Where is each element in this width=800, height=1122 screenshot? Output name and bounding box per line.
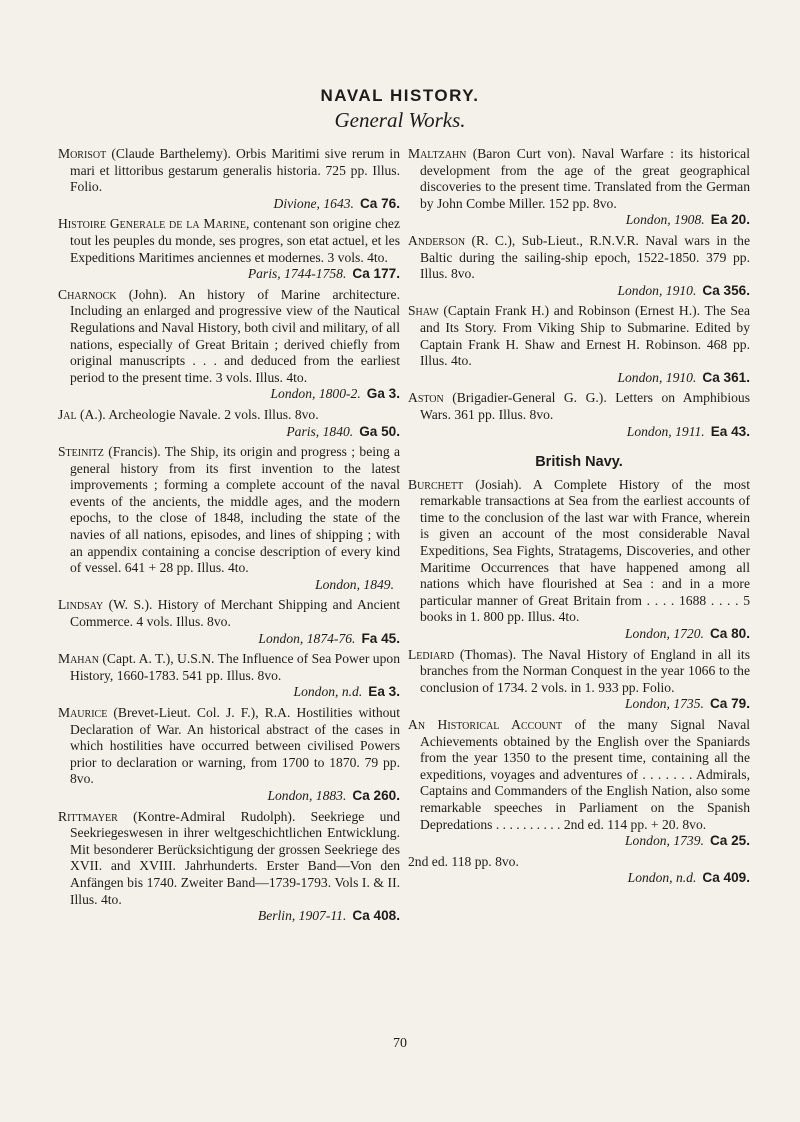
entry-description: 2nd ed. 118 pp. 8vo.	[408, 853, 519, 869]
entry-shelf-mark: Ca 76.	[359, 195, 400, 211]
entry-imprint	[420, 626, 750, 643]
entry-imprint	[420, 212, 750, 229]
entry-description: (John). An history of Marine architecture. Including an enlarged and progressive view of the Nautical Regulations and Naval History, both civil and military, of all nations, especially of Great Britain ; derived chiefly from original manuscripts . . . and deduced from the earliest period to the present time. 3 vols. Illus. 4to.	[70, 286, 400, 385]
entry-place-date: Paris, 1840.	[286, 423, 354, 439]
catalog-entry	[408, 233, 750, 299]
entry-imprint	[420, 370, 750, 387]
left-column	[58, 146, 400, 929]
entry-author: Morisot	[58, 146, 107, 161]
page-number: 70	[393, 1036, 407, 1051]
entry-place-date: London, 1908.	[625, 212, 705, 228]
entry-shelf-mark: Ca 79.	[709, 696, 750, 712]
entry-author: Steinitz	[58, 444, 104, 460]
entry-place-date: Divione, 1643.	[273, 195, 354, 211]
entry-imprint	[70, 908, 400, 925]
entry-author: Aston	[408, 390, 444, 406]
entry-description: contenant son origine chez tout les peuples du monde, ses progres, son etat actuel, et les Expeditions Maritimes anciennes et modernes. 3 vols. 4to.	[70, 216, 400, 265]
page-header: NAVAL HISTORY.	[320, 86, 480, 105]
entry-author: Rittmayer	[58, 808, 118, 824]
entry-description: of the many Signal Naval Achievements obtained by the English over the Spaniards from the year 1350 to the present time, containing all the expeditions, voyages and adventures of . . . . . . . Admirals, Captains and Commanders of the English Nation, also some remarkable speeches in Parliament on the Spanish Depredations . . . . . . . . . . 2nd ed. 114 pp. + 20. 8vo.	[420, 717, 751, 832]
entry-description: (Brevet-Lieut. Col. J. F.), R.A. Hostilities without Declaration of War. An historical abstract of the cases in which hostilities have occurred between civilised Powers prior to declaration or warning, from 1700 to 1870. 79 pp. 8vo.	[70, 705, 400, 787]
entry-imprint	[420, 696, 750, 713]
entry-description: (Thomas). The Naval History of England in all its branches from the Norman Conquest in the year 1066 to the conclusion of 1734. 2 vols. in 1. 933 pp. Folio.	[420, 646, 750, 695]
entry-description: (Josiah). A Complete History of the most remarkable transactions at Sea from the earliest accounts of time to the conclusion of the last war with France, wherein is given an account of the most considerable Naval Expeditions, Sea Fights, Stratagems, Discoveries, and other Maritime Occurrences that have happened among all nations which have flourished at Sea : and in a more particular manner of Great Britain from . . . . 1688 . . . . 5 books in 1. 800 pp. Illus. 4to.	[420, 476, 750, 625]
catalog-entry	[408, 146, 750, 229]
entry-imprint	[70, 631, 400, 648]
entry-author: Histoire Generale de la Marine,	[58, 216, 250, 232]
entry-shelf-mark: Ca 409.	[702, 870, 750, 886]
entry-shelf-mark: Ca 408.	[352, 908, 400, 924]
entry-imprint	[420, 870, 750, 887]
entry-author: Shaw	[408, 303, 439, 319]
entry-place-date: London, 1874-76.	[258, 630, 356, 646]
catalog-entry	[408, 717, 750, 850]
section-heading: British Navy.	[535, 454, 623, 471]
entry-shelf-mark: Ea 3.	[368, 684, 400, 700]
entry-author: Lediard	[408, 646, 455, 662]
entry-place-date: London, 1849.	[315, 576, 394, 592]
catalog-entry	[58, 597, 400, 647]
entry-description: (Baron Curt von). Naval Warfare : its historical development from the age of the great geographical discoveries to the present time. Translated from the German by John Combe Miller. 152 pp. 8vo.	[420, 146, 750, 211]
entry-description: (Francis). The Ship, its origin and progress ; being a general history from its first invention to the latest improvements ; forming a complete account of the naval events of the ancients, the middle ages, and the modern epochs, to the close of 1848, including the state of the navies of all nations, episodes, and lines of shipping ; with an appendix containing a concise description of every kind of vessel. 641 + 28 pp. Illus. 4to.	[70, 444, 400, 576]
entry-shelf-mark: Ca 361.	[702, 369, 750, 385]
entry-place-date: Paris, 1744-1758.	[247, 266, 347, 282]
entry-imprint	[70, 788, 400, 805]
entry-imprint	[420, 283, 750, 300]
entry-shelf-mark: Ea 43.	[710, 423, 750, 439]
page-subtitle: General Works.	[334, 108, 466, 132]
entry-author: Burchett	[408, 476, 464, 492]
catalog-entry	[58, 809, 400, 925]
catalog-entry	[58, 146, 400, 212]
entry-description: (W. S.). History of Merchant Shipping and Ancient Commerce. 4 vols. Illus. 8vo.	[70, 597, 400, 630]
entry-author: Jal	[58, 406, 77, 422]
entry-imprint	[420, 424, 750, 441]
catalog-entry	[408, 647, 750, 713]
catalog-entry	[58, 651, 400, 701]
entry-description: (Kontre-Admiral Rudolph). Seekriege und Seekriegeswesen in ihrer weltgeschichtlichen Entwicklung. Mit besonderer Berücksichtigung der grossen Seekriege des XVII. and XVIII. Jahrhunderts. Erster Band—Von den Anfängen bis 1740. Zweiter Band—1739-1793. Vols I. & II. Illus. 4to.	[70, 808, 400, 907]
entry-shelf-mark: Ga 50.	[359, 423, 400, 439]
entry-description: (A.). Archeologie Navale. 2 vols. Illus. 8vo.	[76, 406, 319, 422]
entry-place-date: London, 1910.	[617, 282, 697, 298]
entry-place-date: London, 1800-2.	[270, 386, 361, 402]
entry-author: Maurice	[58, 705, 108, 720]
entry-author: Mahan	[58, 651, 99, 667]
catalog-entry	[408, 303, 750, 386]
entry-shelf-mark: Ca 356.	[702, 282, 750, 298]
entry-shelf-mark: Ea 20.	[710, 212, 750, 228]
entry-place-date: London, 1883.	[267, 787, 347, 803]
entry-place-date: London, 1911.	[626, 423, 705, 439]
entry-place-date: London, 1735.	[625, 696, 704, 712]
entry-author: Charnock	[58, 286, 117, 302]
entry-description: (Captain Frank H.) and Robinson (Ernest H.). The Sea and Its Story. From Viking Ship to Submarine. Edited by Captain Frank H. Shaw and Ernest H. Robinson. 468 pp. Illus. 4to.	[420, 303, 750, 369]
entry-place-date: Berlin, 1907-11.	[257, 908, 347, 924]
catalog-entry	[58, 287, 400, 403]
entry-imprint	[420, 833, 750, 850]
entry-imprint	[70, 386, 400, 403]
catalog-entry	[408, 390, 750, 440]
catalog-entry	[58, 407, 400, 440]
entry-description: (Claude Barthelemy). Orbis Maritimi sive rerum in mari et littoribus gestarum generalis historia. 725 pp. Illus. Folio.	[70, 146, 400, 195]
entry-place-date: London, 1910.	[617, 369, 697, 385]
catalog-entry	[58, 444, 400, 593]
entry-author: An Historical Account	[408, 717, 563, 732]
entry-author: Maltzahn	[408, 146, 467, 161]
entry-imprint	[70, 196, 400, 213]
entry-imprint	[70, 577, 400, 594]
entry-shelf-mark: Fa 45.	[361, 630, 400, 646]
entry-place-date: London, n.d.	[627, 870, 697, 886]
entry-shelf-mark: Ca 260.	[352, 787, 400, 803]
entry-shelf-mark: Ca 25.	[709, 833, 750, 849]
entry-description: (R. C.), Sub-Lieut., R.N.V.R. Naval wars in the Baltic during the sailing-ship epoch, 1522-1850. 379 pp. Illus. 8vo.	[420, 232, 750, 282]
entry-place-date: London, 1739.	[625, 833, 704, 849]
entry-shelf-mark: Ca 80.	[709, 626, 750, 642]
entry-shelf-mark: Ga 3.	[366, 386, 400, 402]
catalog-entry	[58, 216, 400, 282]
entry-author: Lindsay	[58, 597, 104, 613]
entry-shelf-mark: Ca 177.	[352, 266, 400, 282]
entry-place-date: London, n.d.	[293, 684, 363, 700]
entry-description: (Brigadier-General G. G.). Letters on Amphibious Wars. 361 pp. Illus. 8vo.	[420, 390, 750, 422]
catalog-entry	[408, 477, 750, 643]
entry-imprint	[70, 424, 400, 441]
entry-imprint	[70, 266, 400, 283]
catalog-entry	[408, 854, 750, 887]
entry-description: (Capt. A. T.), U.S.N. The Influence of Sea Power upon History, 1660-1783. 541 pp. Illus. 8vo.	[70, 651, 400, 683]
catalog-entry	[58, 705, 400, 805]
right-column	[408, 146, 750, 891]
entry-author: Anderson	[408, 232, 466, 248]
entry-imprint	[70, 684, 400, 701]
entry-place-date: London, 1720.	[625, 626, 704, 642]
